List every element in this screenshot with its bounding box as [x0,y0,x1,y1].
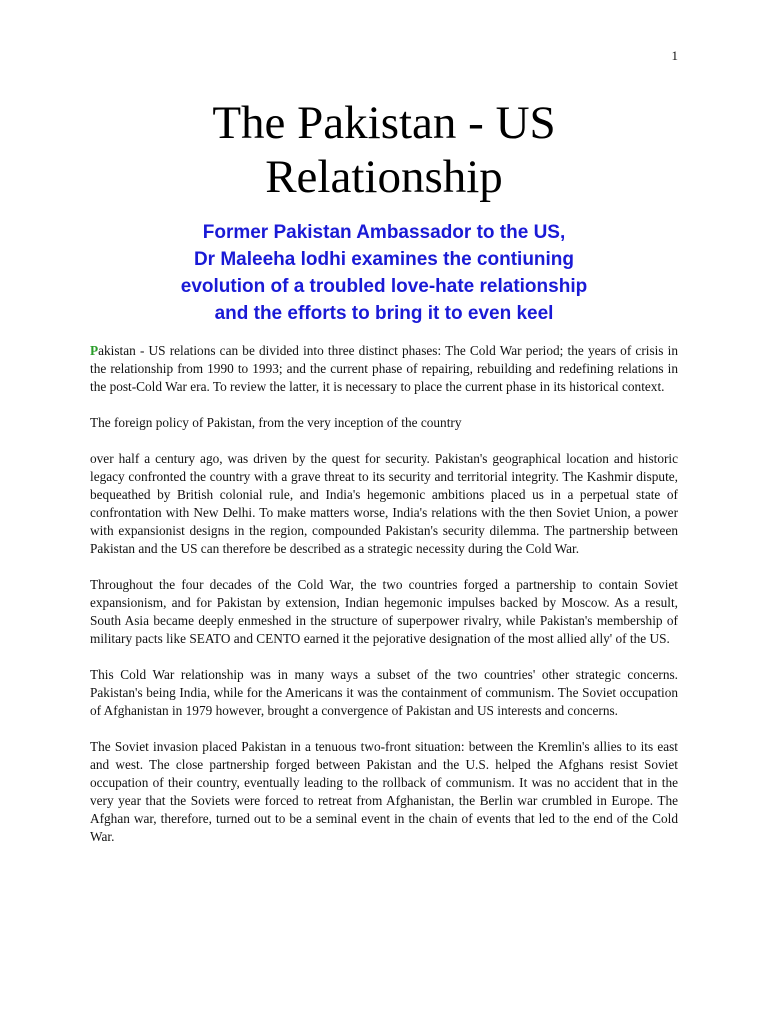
article-title [0,96,768,204]
title-line-2: Relationship [265,151,503,203]
paragraph-4: Throughout the four decades of the Cold War, the two countries forged a partnership to contain Soviet expansionism, and for Pakistan by extension, Indian hegemonic impulses backed by Moscow. As a result, South Asia became deeply enmeshed in the structure of superpower rivalry, while Pakistan's membership of military pacts like SEATO and CENTO earned it the pejorative designation of the most allied ally' of the US. [90,577,678,646]
paragraph-1-text: akistan - US relations can be divided into three distinct phases: The Cold War period; the years of crisis in the relationship from 1990 to 1993; and the current phase of repairing, rebuilding and redefining relations in the post-Cold War era. To review the latter, it is necessary to place the current phase in its historical context. [90,343,678,394]
subtitle-line-3: evolution of a troubled love-hate relationship [180,276,588,297]
subtitle-line-4: and the efforts to bring it to even keel [214,303,554,324]
paragraph-1 [90,342,678,396]
title-line-1: The Pakistan - US [212,97,556,149]
subtitle-line-2: Dr Maleeha lodhi examines the contiuning [193,249,575,270]
paragraph-3: over half a century ago, was driven by the quest for security. Pakistan's geographical location and historic legacy confronted the country with a grave threat to its security and territorial integrity. The Kashmir dispute, bequeathed by British colonial rule, and India's hegemonic ambitions placed us in a perpetual state of confrontation with New Delhi. To make matters worse, India's relations with the then Soviet Union, a power with expansionist designs in the region, compounded Pakistan's security dilemma. The partnership between Pakistan and the US can therefore be described as a strategic necessity during the Cold War. [90,451,678,556]
paragraph-2: The foreign policy of Pakistan, from the very inception of the country [90,415,462,430]
paragraph-5: This Cold War relationship was in many ways a subset of the two countries' other strategic concerns. Pakistan's being India, while for the Americans it was the containment of communism. The Soviet occupation of Afghanistan in 1979 however, brought a convergence of Pakistan and US interests and concerns. [90,667,678,718]
drop-cap: P [90,343,99,358]
subtitle-line-1: Former Pakistan Ambassador to the US, [202,222,566,243]
page-number: 1 [671,48,678,63]
article-subtitle [0,219,768,327]
article-body [90,342,678,864]
paragraph-6: The Soviet invasion placed Pakistan in a tenuous two-front situation: between the Kremlin's allies to its east and west. The close partnership forged between Pakistan and the U.S. helped the Afghans resist Soviet occupation of their country, eventually leading to the rollback of communism. It was no accident that in the very year that the Soviets were forced to retreat from Afghanistan, the Berlin war crumbled in Europe. The Afghan war, therefore, turned out to be a seminal event in the chain of events that led to the end of the Cold War. [90,739,678,844]
